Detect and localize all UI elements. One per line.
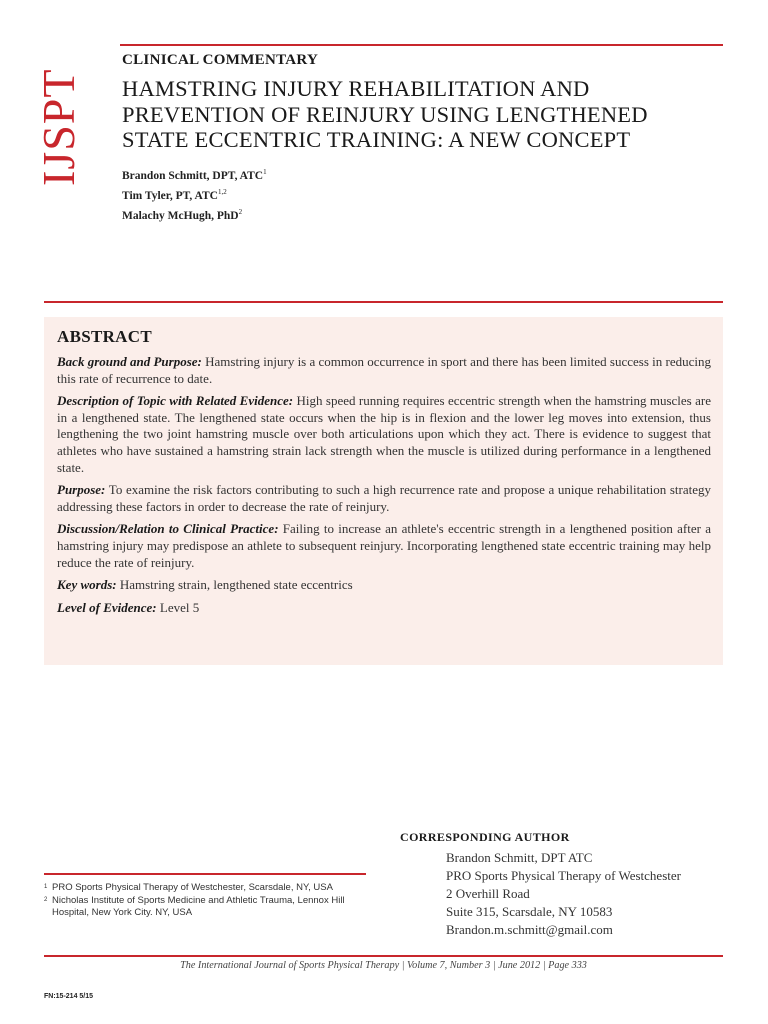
title-line: STATE ECCENTRIC TRAINING: A NEW CONCEPT [122, 127, 631, 152]
journal-logo [28, 58, 88, 188]
footnote-rule [44, 873, 366, 875]
journal-footer: The International Journal of Sports Physical Therapy | Volume 7, Number 3 | June 2012 | Page 333 [180, 960, 587, 971]
abstract-box [44, 317, 723, 665]
title-line: HAMSTRING INJURY REHABILITATION AND [122, 76, 590, 101]
footnote: 1 PRO Sports Physical Therapy of Westchester, Scarsdale, NY, USA [44, 882, 333, 893]
address-line: Suite 315, Scarsdale, NY 10583 [446, 904, 613, 919]
article-title [122, 76, 722, 153]
section-label: CLINICAL COMMENTARY [122, 52, 319, 68]
footnote: 2 Nicholas Institute of Sports Medicine and Athletic Trauma, Lennox Hill Hospital, New York City. NY, USA [44, 894, 345, 919]
corresponding-author-address [446, 849, 681, 939]
header-rule [120, 44, 723, 46]
footer-rule [44, 955, 723, 957]
affiliation-footnotes [44, 882, 364, 920]
abstract-paragraph: Discussion/Relation to Clinical Practice: Failing to increase an athlete's eccentric strength in a lengthened position after a hamstring injury may predispose an athlete to subsequent reinjury. Incorporating lengthened state eccentric training may help reduce the rate of reinjury. [57, 521, 711, 570]
author-list [122, 164, 267, 223]
document-code: FN:15-214 5/15 [44, 993, 94, 1000]
abstract-paragraph: Description of Topic with Related Evidence: High speed running requires eccentric strength when the hamstring muscles are in a lengthened state. The lengthened state occurs when the hip is in flexion and the lower leg moves into extension, thus lengthening the two joint hamstring muscle over both articulations upon which they act. There is evidence to suggest that athletes who have sustained a hamstring strain lack strength when the muscle is utilized during performance in a lengthened state. [57, 393, 711, 475]
abstract-paragraph: Level of Evidence: Level 5 [57, 599, 200, 615]
author-email[interactable]: Brandon.m.schmitt@gmail.com [446, 922, 613, 937]
abstract-heading: ABSTRACT [57, 327, 152, 346]
abstract-paragraph: Purpose: To examine the risk factors contributing to such a high recurrence rate and propose a unique rehabilitation strategy addressing these factors in order to decrease the rate of reinjury. [57, 482, 711, 514]
address-line: 2 Overhill Road [446, 886, 530, 901]
address-line: Brandon Schmitt, DPT ATC [446, 850, 593, 865]
author: Brandon Schmitt, DPT, ATC$^1$ [122, 168, 267, 182]
author: Malachy McHugh, PhD$^2$ [122, 207, 243, 222]
section-rule [44, 301, 723, 303]
title-line: PREVENTION OF REINJURY USING LENGTHENED [122, 101, 648, 127]
abstract-paragraph: Back ground and Purpose: Hamstring injury is a common occurrence in sport and there has been limited success in reducing this rate of recurrence to date. [57, 354, 712, 386]
corresponding-author-heading: CORRESPONDING AUTHOR [400, 830, 570, 844]
address-line: PRO Sports Physical Therapy of Westchester [446, 868, 681, 883]
abstract-paragraph: Key words: Hamstring strain, lengthened state eccentrics [57, 577, 353, 593]
author: Tim Tyler, PT, ATC$^{1,2}$ [122, 187, 227, 202]
journal-logo-text: IJSPT [33, 68, 84, 186]
